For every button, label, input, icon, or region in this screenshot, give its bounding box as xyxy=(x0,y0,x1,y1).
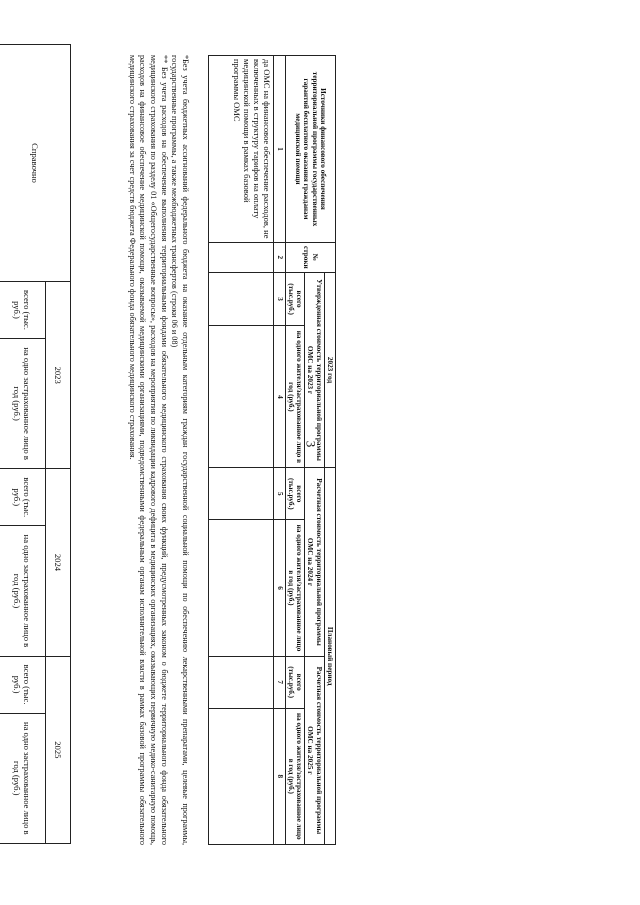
body-cell xyxy=(209,468,274,520)
header-year-2024: 2024 xyxy=(46,469,71,656)
body-cell xyxy=(209,656,274,708)
financing-table-wrapper xyxy=(208,55,336,845)
col-number: 1 xyxy=(274,56,285,243)
col-number: 8 xyxy=(274,708,285,844)
col-number: 7 xyxy=(274,656,285,708)
header-per-person-2024: на одного жителя/застрахованное лицо в год (руб.) xyxy=(285,520,305,656)
header-per-person-2023: на одного жителя/застрахованное лицо в год (руб.) xyxy=(285,326,305,468)
header-estimated-2025: Расчетная стоимость территориальной программы ОМС на 2025 г xyxy=(305,656,325,844)
header-year-2023: 2023 xyxy=(46,282,71,469)
body-cell xyxy=(209,243,274,273)
header-per-person-2025: на одного жителя/застрахованное лицо в год (руб.) xyxy=(285,708,305,844)
financing-table xyxy=(208,55,336,845)
header-planning-period: Плановый период xyxy=(324,468,335,845)
body-cell xyxy=(209,708,274,844)
reference-table-wrapper xyxy=(0,44,71,844)
body-row-label: да ОМС на финансовое обеспечение расходов, не включенных в структуру тарифов на оплату медицинской помощи в рамках базовой программы ОМС xyxy=(209,56,274,243)
reference-table xyxy=(0,44,71,844)
header-year-2025: 2025 xyxy=(46,656,71,843)
header-total-2024: всего (тыс. руб.) xyxy=(0,469,46,526)
col-number: 2 xyxy=(274,243,285,273)
header-per-person-2025: на одно застрахованное лицо в год (руб.) xyxy=(0,713,46,843)
body-cell xyxy=(209,326,274,468)
col-header-row-number: № строки xyxy=(285,243,335,273)
header-total-2025: всего (тыс. руб.) xyxy=(0,656,46,713)
col-header-reference: Справочно xyxy=(0,45,71,282)
header-per-person-2023: на одно застрахованное лицо в год (руб.) xyxy=(0,338,46,468)
header-total-2023: всего (тыс.руб.) xyxy=(285,272,305,326)
header-approved-2023: Утвержденная стоимость территориальной программы ОМС на 2023 г xyxy=(305,272,325,468)
header-total-2024: всего (тыс.руб.) xyxy=(285,468,305,520)
header-estimated-2024: Расчетная стоимость территориальной программы ОМС на 2024 г xyxy=(305,468,325,656)
header-year-2023: 2023 год xyxy=(324,272,335,468)
body-cell xyxy=(209,520,274,656)
body-cell xyxy=(209,272,274,326)
header-total-2025: всего (тыс.руб.) xyxy=(285,656,305,708)
col-number: 4 xyxy=(274,326,285,468)
footnote-1: *Без учета бюджетных ассигнований федерального бюджета на оказание отдельным категориям граждан государственной социальной помощи по обеспечению лекарственными препаратами, целевые программы, государственные программы, а также межбюджетных трансфертов (строки 06 и 08) xyxy=(170,55,190,845)
col-number: 5 xyxy=(274,468,285,520)
footnotes xyxy=(126,55,190,845)
footnote-2: ** Без учета расходов на обеспечение выполнения территориальными фондами обязательного медицинского страхования своих функций, предусмотренных законом о бюджете территориального фонда обязательного медицинского страхования по разделу 01 «Общегосударственные вопросы», расходов на мероприятия по ликвидации кадрового дефицита в медицинских организациях, оказывающих первичную медико-санитарную помощь, расходов на финансовое обеспечение медицинской помощи, оказываемой медицинскими организациями, подведомственными федеральным органам исполнительной власти в рамках базовой программы обязательного медицинского страхования за счет средств бюджета Федерального фонда обязательного медицинского страхования. xyxy=(127,55,169,845)
col-number: 3 xyxy=(274,272,285,326)
page-number: 3 xyxy=(303,440,319,448)
col-header-sources: Источники финансового обеспечения территориальной программы государственных гарантий бесплатного оказания гражданам медицинской помощи xyxy=(285,56,335,243)
header-total-2023: всего (тыс. руб.) xyxy=(0,282,46,339)
header-per-person-2024: на одно застрахованное лицо в год (руб.) xyxy=(0,526,46,656)
col-number: 6 xyxy=(274,520,285,656)
